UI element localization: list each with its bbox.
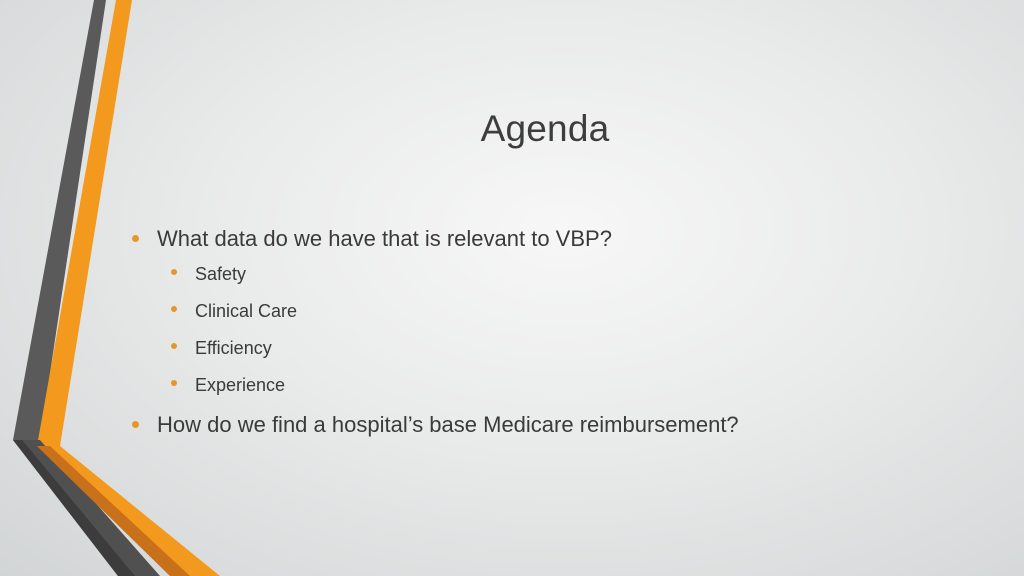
sub-bullet-text: Experience: [195, 375, 286, 395]
bullet-dot-icon: [171, 269, 177, 275]
sub-bullet-item: [166, 256, 988, 293]
sub-bullet-text: Safety: [195, 264, 247, 284]
bullet-text: How do we find a hospital’s base Medicare reimbursement?: [157, 412, 739, 437]
bullet-dot-icon: [132, 235, 139, 242]
bullet-item: [128, 410, 988, 440]
bullet-dot-icon: [132, 421, 139, 428]
bullet-dot-icon: [171, 380, 177, 386]
bullet-item: [128, 224, 988, 254]
bullet-list: [128, 224, 988, 440]
bullet-dot-icon: [171, 306, 177, 312]
slide-title: Agenda: [480, 108, 610, 149]
sub-bullet-text: Efficiency: [195, 338, 272, 358]
sub-bullet-text: Clinical Care: [195, 301, 298, 321]
sub-bullet-item: [166, 293, 988, 330]
bullet-text: What data do we have that is relevant to VBP?: [157, 226, 612, 251]
sub-bullet-item: [166, 367, 988, 404]
sub-bullet-item: [166, 330, 988, 367]
bullet-dot-icon: [171, 343, 177, 349]
